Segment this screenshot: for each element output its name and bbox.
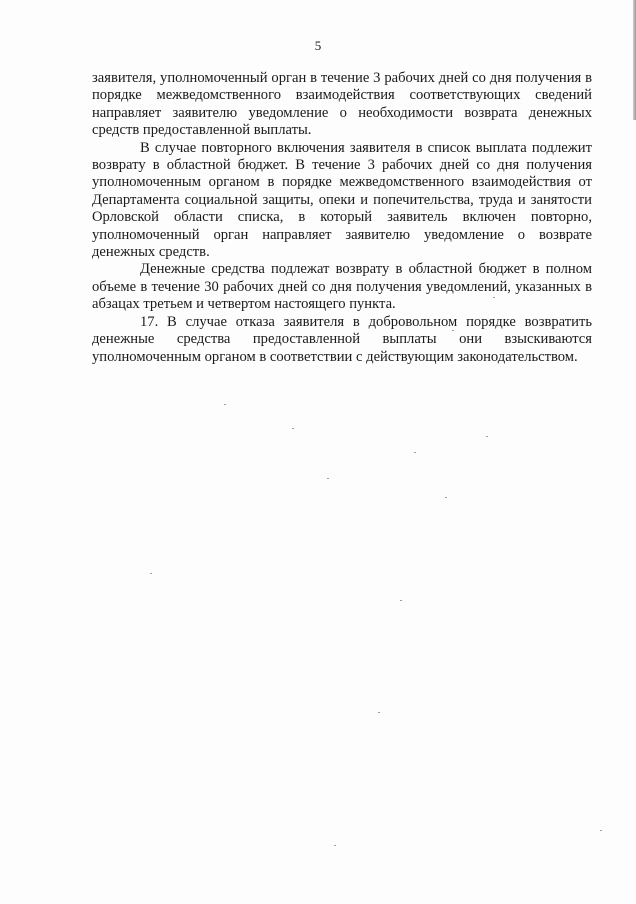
scan-speck bbox=[334, 845, 336, 846]
page-number: 5 bbox=[314, 38, 322, 53]
paragraph-item-17: 17. В случае отказа заявителя в добровольном порядке возвратить денежные средства предоставленной выплаты они взыскиваются уполномоченным органом в соответствии с действующим законодательством. bbox=[92, 313, 592, 365]
scan-speck bbox=[292, 428, 294, 429]
scan-speck bbox=[445, 497, 447, 498]
scan-speck bbox=[150, 573, 152, 574]
scan-speck bbox=[600, 830, 602, 831]
scan-speck bbox=[452, 330, 454, 331]
scan-speck bbox=[224, 404, 226, 405]
document-body bbox=[92, 70, 592, 366]
scan-speck bbox=[327, 478, 329, 479]
scan-speck bbox=[493, 297, 495, 298]
scan-speck bbox=[486, 436, 488, 437]
paragraph-refund-deadline: Денежные средства подлежат возврату в областной бюджет в полном объеме в течение 30 рабочих дней со дня получения уведомлений, указанных в абзацах третьем и четвертом настоящего пункта. bbox=[92, 261, 592, 313]
scan-speck bbox=[400, 600, 402, 601]
scan-speck bbox=[414, 452, 416, 453]
paragraph-repeat-inclusion: В случае повторного включения заявителя в список выплата подлежит возврату в областной бюджет. В течение 3 рабочих дней со дня получения уполномоченным органом в порядке межведомственного взаимодействия от Департамента социальной защиты, опеки и попечительства, труда и занятости Орловской области списка, в который заявитель включен повторно, уполномоченный орган направляет заявителю уведомление о возврате денежных средств. bbox=[92, 139, 592, 261]
scan-speck bbox=[378, 712, 380, 713]
paragraph-continuation: заявителя, уполномоченный орган в течение 3 рабочих дней со дня получения в порядке межведомственного взаимодействия соответствующих сведений направляет заявителю уведомление о необходимости возврата денежных средств предоставленной выплаты. bbox=[92, 70, 592, 139]
